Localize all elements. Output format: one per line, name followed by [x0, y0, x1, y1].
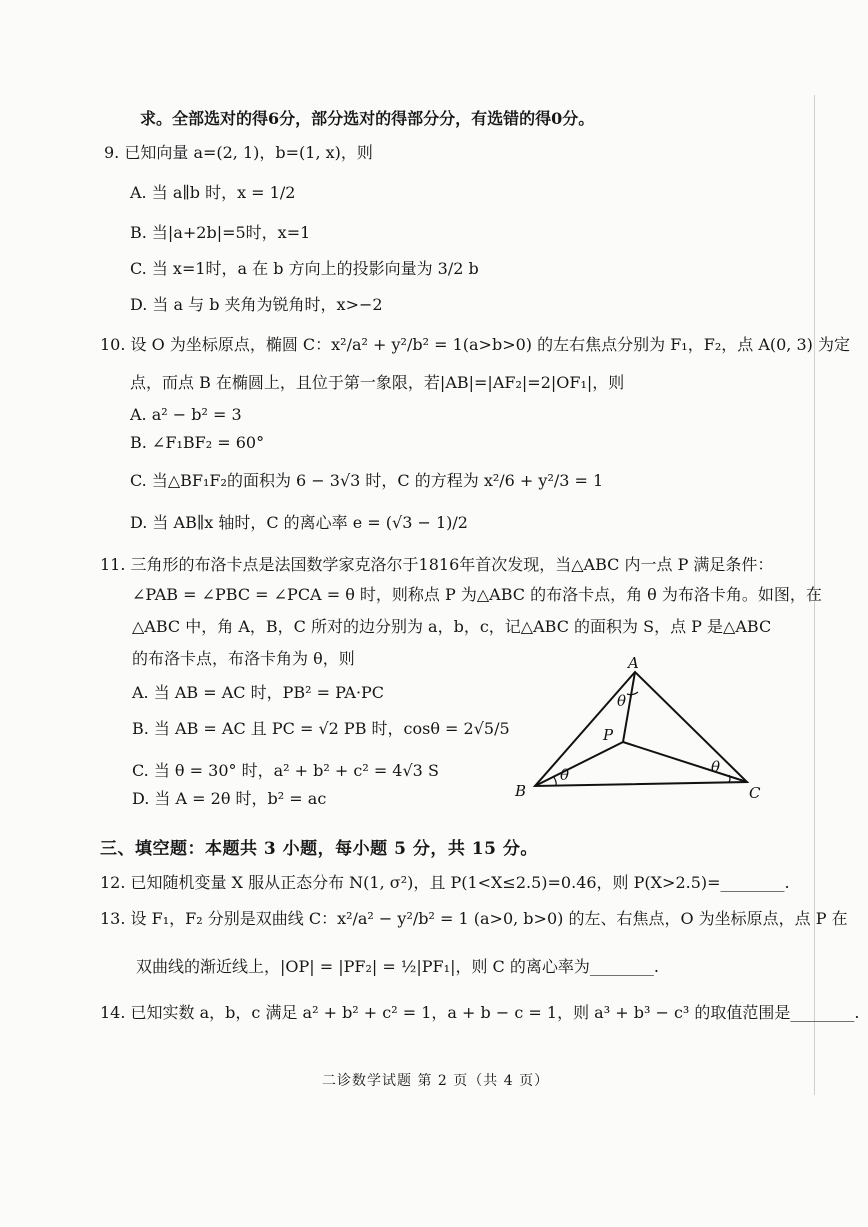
q10-option-c: C. 当△BF₁F₂的面积为 6 − 3√3 时，C 的方程为 x²/6 + y²/3 = 1 [130, 471, 604, 490]
segment-pb [535, 742, 623, 786]
angle-arc-b [553, 776, 556, 786]
q11-stem-3: △ABC 中，角 A，B，C 所对的边分别为 a，b，c，记△ABC 的面积为 S，点 P 是△ABC [132, 617, 772, 636]
q11-option-c: C. 当 θ = 30° 时，a² + b² + c² = 4√3 S [132, 761, 439, 780]
label-a: A [628, 654, 639, 672]
q11-option-a: A. 当 AB = AC 时，PB² = PA·PC [132, 683, 385, 702]
q11-stem-4: 的布洛卡点，布洛卡角为 θ，则 [132, 649, 355, 668]
header-fragment: 求。全部选对的得6分，部分选对的得部分分，有选错的得0分。 [140, 109, 595, 128]
q10-option-b: B. ∠F₁BF₂ = 60° [130, 433, 265, 452]
q9-option-a: A. 当 a∥b 时，x = 1/2 [130, 183, 296, 202]
q11-stem-2: ∠PAB = ∠PBC = ∠PCA = θ 时，则称点 P 为△ABC 的布洛卡点，角 θ 为布洛卡角。如图，在 [132, 585, 822, 604]
q10-option-a: A. a² − b² = 3 [130, 405, 242, 424]
page-footer: 二诊数学试题 第 2 页（共 4 页） [322, 1073, 550, 1089]
q9-stem: 9. 已知向量 a=(2, 1)，b=(1, x)，则 [104, 143, 373, 162]
label-c: C [749, 784, 761, 802]
q13-stem: 13. 设 F₁，F₂ 分别是双曲线 C：x²/a² − y²/b² = 1 (a>0, b>0) 的左、右焦点，O 为坐标原点，点 P 在 [100, 909, 848, 928]
brocard-triangle-figure [495, 650, 785, 810]
segment-pc [623, 742, 747, 782]
label-theta-c: θ [711, 758, 721, 776]
label-theta-b: θ [560, 766, 570, 784]
q14: 14. 已知实数 a，b，c 满足 a² + b² + c² = 1，a + b − c = 1，则 a³ + b³ − c³ 的取值范围是________. [100, 1003, 860, 1022]
label-b: B [515, 782, 527, 800]
angle-arc-c [729, 775, 730, 782]
q10-stem: 10. 设 O 为坐标原点，椭圆 C：x²/a² + y²/b² = 1(a>b>0) 的左右焦点分别为 F₁，F₂，点 A(0, 3) 为定 [100, 335, 850, 354]
label-theta-a: θ [617, 692, 627, 710]
q11-stem: 11. 三角形的布洛卡点是法国数学家克洛尔于1816年首次发现，当△ABC 内一点 P 满足条件： [100, 555, 774, 574]
q11-option-b: B. 当 AB = AC 且 PC = √2 PB 时，cosθ = 2√5/5 [132, 719, 510, 738]
q9-option-b: B. 当|a+2b|=5时，x=1 [130, 223, 311, 242]
q10-option-d: D. 当 AB∥x 轴时，C 的离心率 e = (√3 − 1)/2 [130, 513, 468, 532]
q9-option-d: D. 当 a 与 b 夹角为锐角时，x>−2 [130, 295, 383, 314]
q9-option-c: C. 当 x=1时，a 在 b 方向上的投影向量为 3/2 b [130, 259, 479, 278]
q13-stem-2: 双曲线的渐近线上，|OP| = |PF₂| = ½|PF₁|，则 C 的离心率为________. [136, 957, 659, 976]
label-p: P [603, 726, 614, 744]
section-3-heading: 三、填空题：本题共 3 小题，每小题 5 分，共 15 分。 [100, 839, 538, 859]
q10-stem-2: 点，而点 B 在椭圆上，且位于第一象限，若|AB|=|AF₂|=2|OF₁|，则 [130, 373, 625, 392]
q12: 12. 已知随机变量 X 服从正态分布 N(1, σ²)，且 P(1<X≤2.5)=0.46，则 P(X>2.5)=________. [100, 873, 790, 892]
q11-option-d: D. 当 A = 2θ 时，b² = ac [132, 789, 327, 808]
